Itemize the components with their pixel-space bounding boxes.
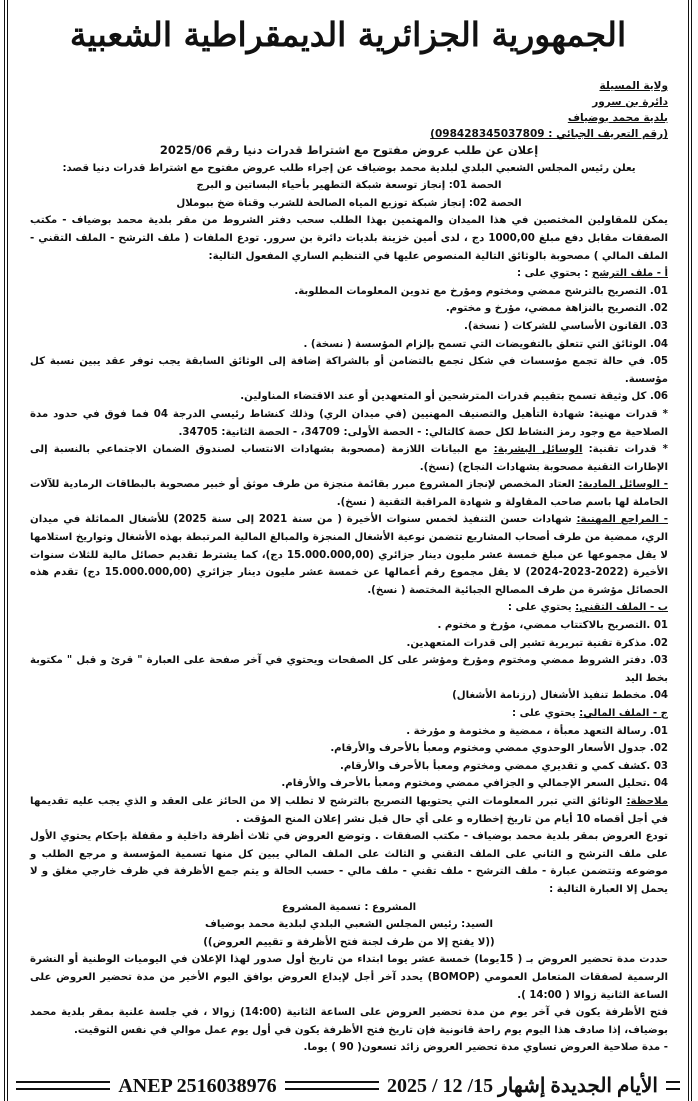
technical-file-label: ب - الملف التقني: <box>575 602 668 614</box>
divider <box>666 1081 680 1090</box>
notice-title: إعلان عن طلب عروض مفتوح مع اشتراط قدرات دنيا رقم 2025/06 <box>159 143 539 157</box>
list-item: 06. كل وثيقة تسمح بتقييم قدرات المترشحين أو المتعهدين أو عند الاقتضاء المناولين. <box>240 391 668 403</box>
list-item: 03. القانون الأساسي للشركات ( نسخة). <box>464 320 668 332</box>
withdrawal-paragraph: يمكن للمقاولين المختصين في هذا الميدان والمهتمين بهذا الطلب سحب دفتر الشروط من مقر بلدية محمد بوضياف - مكتب الصفقات مقابل دفع مبلغ 1000,00 دج ، لدى أمين خزينة بلديات دائرة بن سرور. تودع الملفات ( ملف الترشح - الملف التقني - الملف المالي ) مصحوبة بالوثائق التالية المنصوص عليها في التنظيم الساري المفعول التالية: <box>30 215 668 262</box>
intro: يعلن رئيس المجلس الشعبي البلدي لبلدية محمد بوضياف عن إجراء طلب عروض مفتوح مع اشتراط قدرات دنيا قصد: <box>62 162 636 174</box>
references-text: شهادات حسن التنفيذ لخمس سنوات الأخيرة ( من سنة 2021 إلى سنة 2025) للأشغال المماثلة في ميدان الري، ممضية من طرف أصحاب المشاريع تتضمن نوعية الأشغال المنجزة والمبالغ المالية المرتبطة بهذه الأشغال وتواريخ استلامها لا يقل مجموعها عن مبلغ خمسة عشر مليون دينار جزائري (15.000.000,00 دج)، كما يشترط تقديم حصائل مالية للثلاث سنوات الأخيرة (2022-2023-2024) لا يقل مجموع رقم أعمالها عن خمسة عشر مليون دينار جزائري (15.000.000,00 دج) تقدم هذه الحصائل مؤشرة من طرف المصالح الجبائية المختصة ( نسخ). <box>30 514 669 596</box>
anep-reference: ANEP 2516038976 <box>118 1074 277 1097</box>
financial-file-suffix: يحتوي على : <box>511 708 580 719</box>
envelope-warning: ((لا يفتح إلا من طرف لجنة فتح الأظرفة و تقييم العروض)) <box>203 936 495 948</box>
divider <box>16 1081 110 1090</box>
lot-2: الحصة 02: إنجاز شبكة توزيع المياه الصالحة للشرب وقناة ضخ ببوملال <box>176 197 522 209</box>
technical-file-heading <box>30 599 668 617</box>
tax-id: (رقم التعريف الجبائي : 098428345037809) <box>430 128 668 140</box>
technical-text: مع البيانات اللازمة (مصحوبة بشهادات الانتساب لصندوق الضمان الاجتماعي بالنسبة إلى الإطارات التقنية مصحوبة بشهادات النجاح) (نسخ). <box>30 444 668 473</box>
opening-paragraph: فتح الأظرفة يكون في آخر يوم من مدة تحضير العروض على الساعة الثانية (14:00) زوالا ، في جلسة علنية بمقر بلدية محمد بوضياف، إذا صادف هذا اليوم يوم راحة قانونية فإن تاريخ فتح الأظرفة يكون في أول يوم عمل موالي في نفس التوقيت. <box>30 1007 668 1036</box>
list-item: 04 .تحليل السعر الإجمالي و الجزافي ممضي ومختوم ومعبأ بالأحرف والأرقام. <box>281 778 668 790</box>
list-item: 02. جدول الأسعار الوحدوي ممضي ومختوم ومعبأ بالأحرف والأرقام. <box>330 743 668 755</box>
professional-capacity: * قدرات مهنية: شهادة التأهيل والتصنيف المهنيين (في ميدان الري) وذلك كنشاط رئيسي الدرجة 04 فما فوق في حدود مدة الصلاحية مع وجود رمز النشاط لكل حصة كالتالي: - الحصة الأولى: 34709، - الحصة الثانية: 34705. <box>30 408 668 438</box>
financial-file-label: ج - الملف المالي: <box>579 708 668 719</box>
list-item: 04. مخطط تنفيذ الأشغال (رزنامة الأشغال) <box>452 690 668 702</box>
material-label: - الوسائل المادية: <box>578 479 668 491</box>
list-item: 03 .كشف كمي و تقديري ممضي ومختوم ومعبأ بالأحرف والأرقام. <box>339 760 668 772</box>
envelope-addressee: السيد: رئيس المجلس الشعبي البلدي لبلدية محمد بوضياف <box>205 919 493 931</box>
note <box>30 793 668 828</box>
technical-label: الوسائل البشرية: <box>493 444 583 456</box>
candidature-label: أ - ملف الترشح <box>591 268 668 280</box>
issuer-header <box>30 78 668 142</box>
wilaya: ولاية المسيلة <box>599 80 668 92</box>
candidature-suffix: : يحتوي على : <box>517 268 592 280</box>
publication-info: الأيام الجديدة إشهار 15/ 12 / 2025 <box>386 1074 658 1097</box>
financial-file-heading <box>30 705 668 723</box>
footer <box>8 1071 688 1101</box>
page-frame <box>4 0 692 1101</box>
list-item: 01 .التصريح بالاكتتاب ممضي، مؤرخ و مختوم . <box>437 620 668 632</box>
list-item: 02. مذكرة تقنية تبريرية تشير إلى قدرات المتعهدين. <box>406 637 668 649</box>
technical-prefix: * قدرات تقنية: <box>582 444 668 456</box>
list-item: 01. رسالة التعهد معبأة ، ممضية و مختومة و مؤرخة . <box>406 725 668 737</box>
list-item: 01. التصريح بالترشح ممضي ومختوم ومؤرخ مع تدوين المعلومات المطلوبة. <box>294 285 668 297</box>
note-text: الوثائق التي تبرر المعلومات التي يحتويها التصريح بالترشح لا تطلب إلا من الحائز على العقد و الذي يجب عليه تقديمها في أجل أقصاه 10 أيام من تاريخ إخطاره و على أي حال قبل نشر إعلان المنح المؤقت . <box>30 795 668 825</box>
list-item: 03. دفتر الشروط ممضي ومختوم ومؤرخ ومؤشر على كل الصفحات ويحتوي في آخر صفحة على العبارة " قرئ و قبل " مكتوبة بخط اليد <box>30 655 668 684</box>
deposit-paragraph: تودع العروض بمقر بلدية محمد بوضياف - مكتب الصفقات . وتوضع العروض في ثلاث أظرفة داخلية و مقفلة بإحكام يحتوي الأول على ملف الترشح و الثاني على الملف التقني و الثالث على الملف المالي يبين كل منها تسمية المؤسسة و مرجع الطلب و موضوعه وتتضمن عبارة - ملف الترشح - ملف تقني - ملف مالي - حسب الحالة و يتم جمع الأظرفة في ظرف خارجي مغلق و لا يحمل إلا العبارة التالية : <box>30 831 668 895</box>
daira: دائرة بن سرور <box>592 96 668 108</box>
professional-references <box>30 511 668 599</box>
list-item: 02. التصريح بالنزاهة ممضي، مؤرخ و مختوم. <box>445 303 668 315</box>
list-item: 05. في حالة تجمع مؤسسات في شكل تجمع بالتضامن أو بالشراكة إضافة إلى الوثائق السابقة يجب توفر عقد يبين نسبة كل مؤسسة. <box>30 356 668 385</box>
references-label: - المراجع المهنية: <box>576 514 668 526</box>
validity-paragraph: - مدة صلاحية العروض تساوي مدة تحضير العروض زائد تسعون( 90 ) يوما. <box>303 1042 668 1054</box>
divider <box>285 1081 379 1090</box>
material-text: العتاد المخصص لإنجاز المشروع مبرر بقائمة منجزة من طرف موثق أو خبير مصحوبة بالبطاقات الرمادية للآلات الحاملة لها باسم صاحب المقاولة و شهادة المراقبة التقنية ( نسخ). <box>30 479 668 508</box>
list-item: 04. الوثائق التي تتعلق بالتفويضات التي تسمح بإلزام المؤسسة ( نسخة) . <box>303 338 668 350</box>
candidature-heading <box>30 265 668 283</box>
deadline-paragraph: حددت مدة تحضير العروض بـ ( 15يوما) خمسة عشر يوما ابتداء من تاريخ أول صدور لهذا الإعلان في اليوميات الوطنية أو النشرة الرسمية لصفقات المتعامل العمومي (BOMOP) يحدد آخر أجل لإيداع العروض بوافق اليوم الأخير من مدة تحضير العروض على الساعة الثانية زوالا ( 14:00 ). <box>30 954 668 1001</box>
commune: بلدية محمد بوضياف <box>567 112 668 124</box>
notice-body <box>30 78 668 1057</box>
lot-1: الحصة 01: إنجاز توسعة شبكة التطهير بأحياء البساتين و البرج <box>196 180 502 192</box>
material-means <box>30 476 668 511</box>
note-label: ملاحظة: <box>626 795 668 807</box>
envelope-project: المشروع : تسمية المشروع <box>281 901 417 913</box>
technical-capacity <box>30 441 668 476</box>
page-title: الجمهورية الجزائرية الديمقراطية الشعبية <box>69 15 627 54</box>
technical-file-suffix: يحتوي على : <box>507 602 576 614</box>
